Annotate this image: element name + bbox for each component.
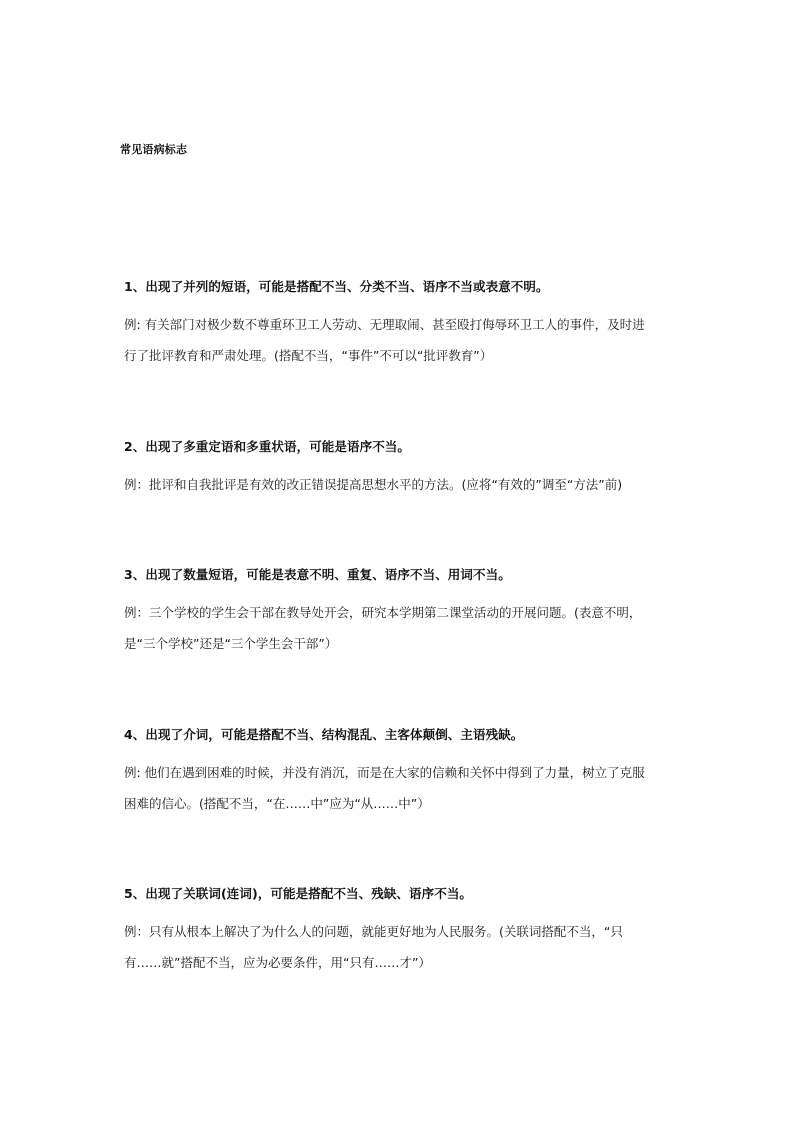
example-line: 困难的信心。(搭配不当，“在……中”应为“从……中”） <box>124 796 430 811</box>
rule-heading: 1、出现了并列的短语，可能是搭配不当、分类不当、语序不当或表意不明。 <box>124 279 549 294</box>
document-title: 常见语病标志 <box>120 143 188 156</box>
rule-example <box>124 309 684 371</box>
rule-example <box>124 757 684 819</box>
example-line: 例：批评和自我批评是有效的改正错误提高思想水平的方法。(应将“有效的”调至“方法”前) <box>124 477 623 492</box>
rule-section-2 <box>124 439 684 500</box>
rule-example <box>124 469 684 500</box>
example-line: 例: 他们在遇到困难的时候，并没有消沉，而是在大家的信赖和关怀中得到了力量，树立了克服 <box>124 765 645 780</box>
example-line: 有……就”搭配不当，应为必要条件，用“只有……才”） <box>124 955 431 970</box>
rule-section-5 <box>124 886 684 978</box>
rule-section-3 <box>124 567 684 659</box>
example-line: 是“三个学校”还是“三个学生会干部”） <box>124 636 338 651</box>
rule-section-4 <box>124 727 684 819</box>
rule-example <box>124 916 684 978</box>
example-line: 例：只有从根本上解决了为什么人的问题，就能更好地为人民服务。(关联词搭配不当，“只 <box>124 924 623 939</box>
example-line: 例：三个学校的学生会干部在教导处开会，研究本学期第二课堂活动的开展问题。(表意不明， <box>124 605 642 620</box>
rule-example <box>124 597 684 659</box>
rule-heading: 5、出现了关联词(连词)，可能是搭配不当、残缺、语序不当。 <box>124 886 473 901</box>
example-line: 例: 有关部门对极少数不尊重环卫工人劳动、无理取闹、甚至殴打侮辱环卫工人的事件，及时进 <box>124 317 645 332</box>
rule-section-1 <box>124 279 684 371</box>
rule-heading: 3、出现了数量短语，可能是表意不明、重复、语序不当、用词不当。 <box>124 567 511 582</box>
rule-heading: 4、出现了介词，可能是搭配不当、结构混乱、主客体颠倒、主语残缺。 <box>124 727 524 742</box>
example-line: 行了批评教育和严肃处理。(搭配不当，“事件”不可以“批评教育”） <box>124 348 493 363</box>
rule-heading: 2、出现了多重定语和多重状语，可能是语序不当。 <box>124 439 410 454</box>
